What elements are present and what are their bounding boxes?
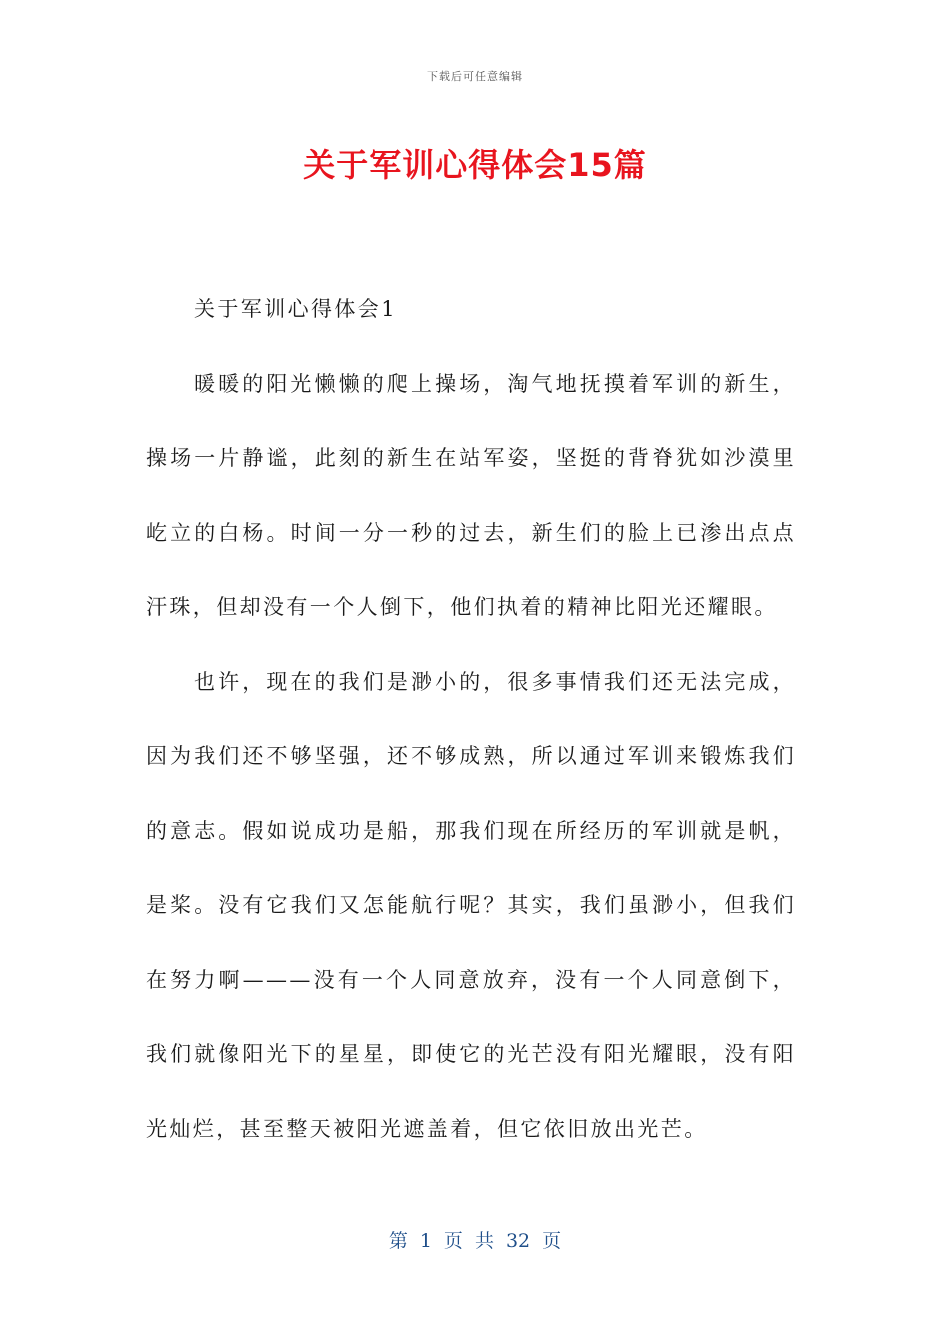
page-mid: 页 共	[443, 1230, 494, 1252]
section-heading: 关于军训心得体会1	[194, 297, 397, 321]
header-note: 下载后可任意编辑	[427, 70, 523, 83]
document-body	[146, 272, 796, 1166]
page-total: 32	[505, 1230, 531, 1252]
paragraph-2: 也许，现在的我们是渺小的，很多事情我们还无法完成，因为我们还不够坚强，还不够成熟，所以通过军训来锻炼我们的意志。假如说成功是船，那我们现在所经历的军训就是帆，是桨。没有它我们又怎能航行呢？其实，我们虽渺小，但我们在努力啊———没有一个人同意放弃，没有一个人同意倒下，我们就像阳光下的星星，即使它的光芒没有阳光耀眼，没有阳光灿烂，甚至整天被阳光遮盖着，但它依旧放出光芒。	[146, 669, 796, 1141]
page-prefix: 第	[388, 1230, 408, 1252]
document-title: 关于军训心得体会15篇	[303, 146, 647, 184]
page-footer	[0, 1226, 950, 1253]
page-suffix: 页	[542, 1230, 562, 1252]
page-current: 1	[419, 1230, 432, 1252]
paragraph-1: 暖暖的阳光懒懒的爬上操场，淘气地抚摸着军训的新生，操场一片静谧，此刻的新生在站军姿，坚挺的背脊犹如沙漠里屹立的白杨。时间一分一秒的过去，新生们的脸上已渗出点点汗珠，但却没有一个人倒下，他们执着的精神比阳光还耀眼。	[146, 371, 796, 619]
